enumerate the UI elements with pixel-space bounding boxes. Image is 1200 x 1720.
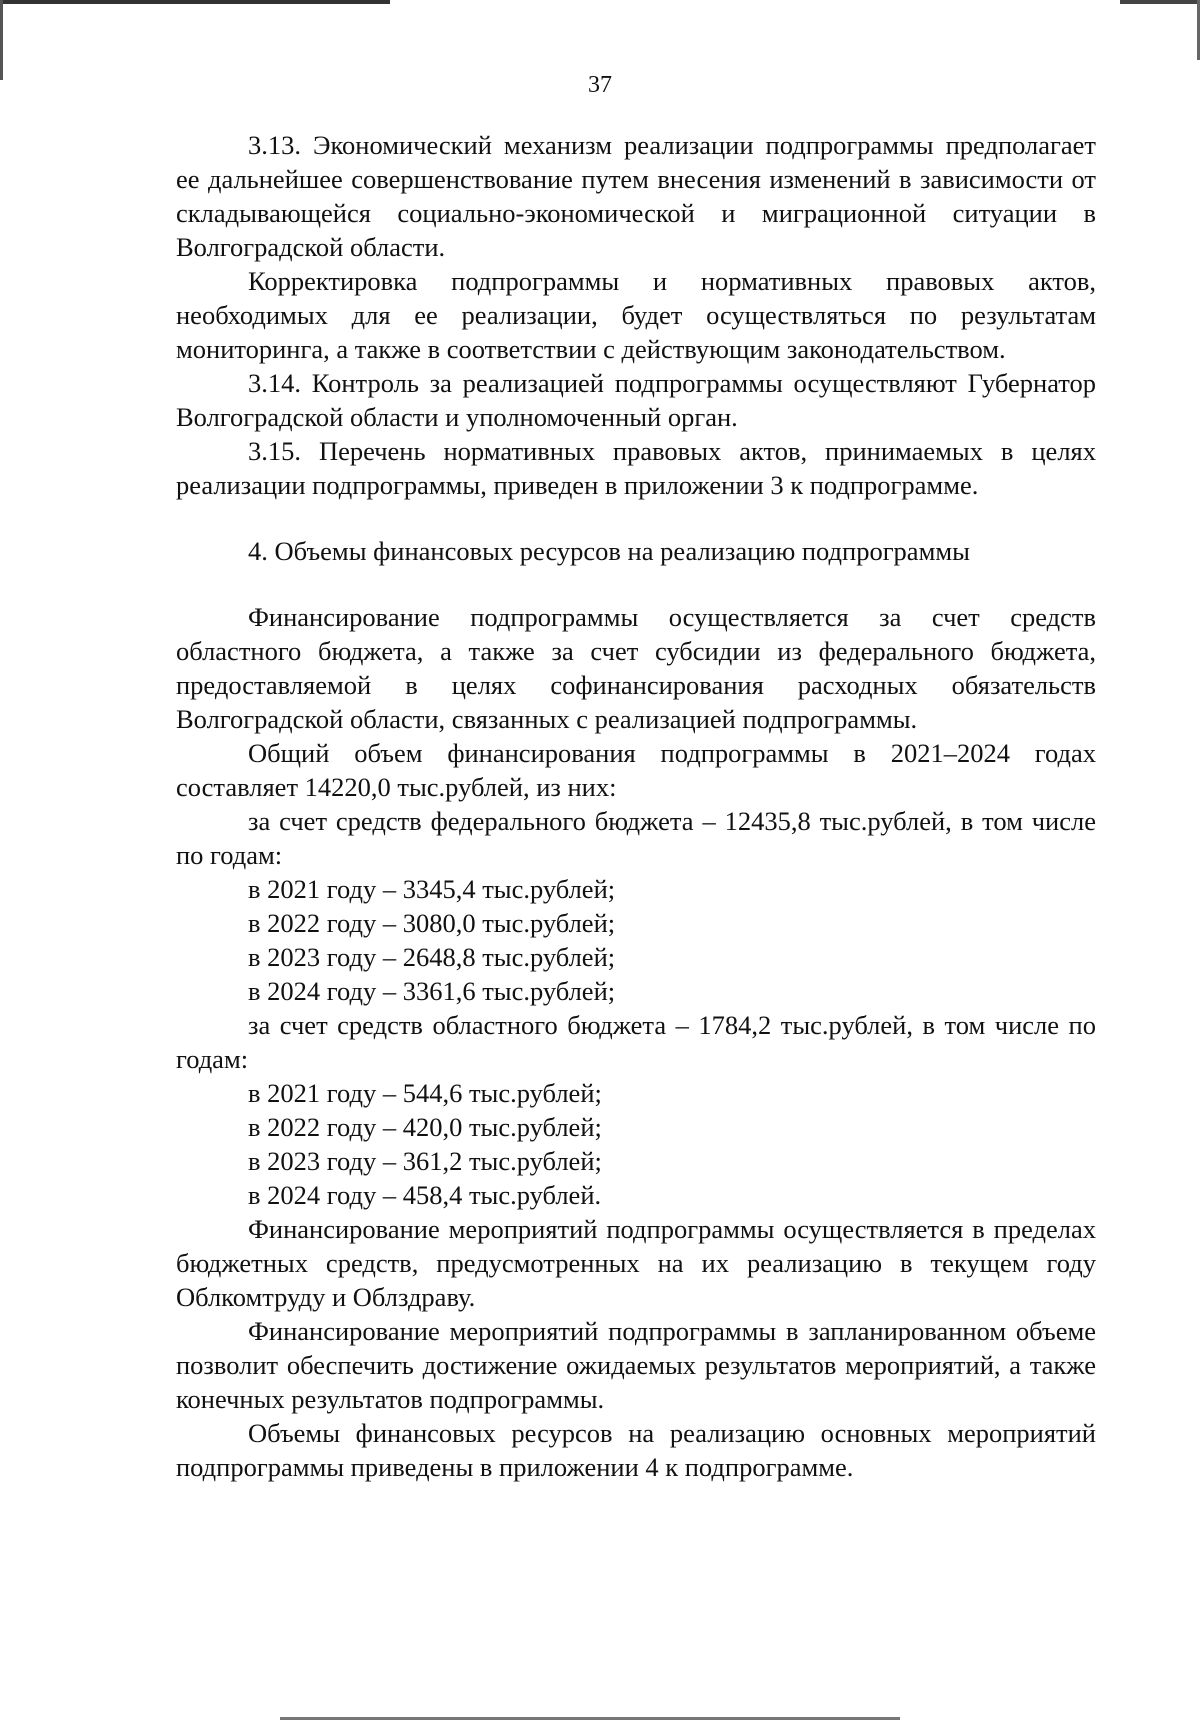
scan-edge-top (0, 0, 1200, 4)
regional-year-item: в 2024 году – 458,4 тыс.рублей. (248, 1180, 602, 1210)
regional-year-item: в 2022 году – 420,0 тыс.рублей; (248, 1112, 602, 1142)
paragraph-volumes: Объемы финансовых ресурсов на реализацию основных мероприятий подпрограммы приведены в приложении 4 к подпрограмме. (176, 1418, 1096, 1482)
scan-edge-left (0, 0, 3, 80)
document-body (176, 128, 1096, 1484)
paragraph-3-15: 3.15. Перечень нормативных правовых актов, принимаемых в целях реализации подпрограммы, приведен в приложении 3 к подпрограмме. (176, 436, 1096, 500)
paragraph-total: Общий объем финансирования подпрограммы в 2021–2024 годах составляет 14220,0 тыс.рублей, из них: (176, 738, 1096, 802)
federal-year-item: в 2024 году – 3361,6 тыс.рублей; (248, 976, 616, 1006)
paragraph-correction: Корректировка подпрограммы и нормативных правовых актов, необходимых для ее реализации, будет осуществляться по результатам мониторинга, а также в соответствии с действующим законодательством. (176, 266, 1096, 364)
federal-year-item: в 2022 году – 3080,0 тыс.рублей; (248, 908, 616, 938)
paragraph-3-14: 3.14. Контроль за реализацией подпрограммы осуществляют Губернатор Волгоградской области и уполномоченный орган. (176, 368, 1096, 432)
spacer (176, 568, 1096, 600)
paragraph-planned: Финансирование мероприятий подпрограммы в запланированном объеме позволит обеспечить достижение ожидаемых результатов мероприятий, а также конечных результатов подпрограммы. (176, 1316, 1096, 1414)
regional-budget-intro: за счет средств областного бюджета – 1784,2 тыс.рублей, в том числе по годам: (176, 1010, 1096, 1074)
paragraph-limits: Финансирование мероприятий подпрограммы осуществляется в пределах бюджетных средств, предусмотренных на их реализацию в текущем году Облкомтруду и Облздраву. (176, 1214, 1096, 1312)
federal-year-item: в 2023 году – 2648,8 тыс.рублей; (248, 942, 616, 972)
federal-budget-intro: за счет средств федерального бюджета – 12435,8 тыс.рублей, в том числе по годам: (176, 806, 1096, 870)
spacer (176, 502, 1096, 534)
paragraph-3-13: 3.13. Экономический механизм реализации подпрограммы предполагает ее дальнейшее совершенствование путем внесения изменений в зависимости от складывающейся социально-экономической и миграционной ситуации в Волгоградской области. (176, 130, 1096, 262)
section-heading: 4. Объемы финансовых ресурсов на реализацию подпрограммы (248, 536, 970, 566)
page-number: 37 (588, 72, 612, 98)
regional-year-item: в 2021 году – 544,6 тыс.рублей; (248, 1078, 602, 1108)
federal-year-item: в 2021 году – 3345,4 тыс.рублей; (248, 874, 616, 904)
paragraph-financing: Финансирование подпрограммы осуществляется за счет средств областного бюджета, а также за счет субсидии из федерального бюджета, предоставляемой в целях софинансирования расходных обязательств Волгоградской области, связанных с реализацией подпрограммы. (176, 602, 1096, 734)
regional-year-item: в 2023 году – 361,2 тыс.рублей; (248, 1146, 602, 1176)
